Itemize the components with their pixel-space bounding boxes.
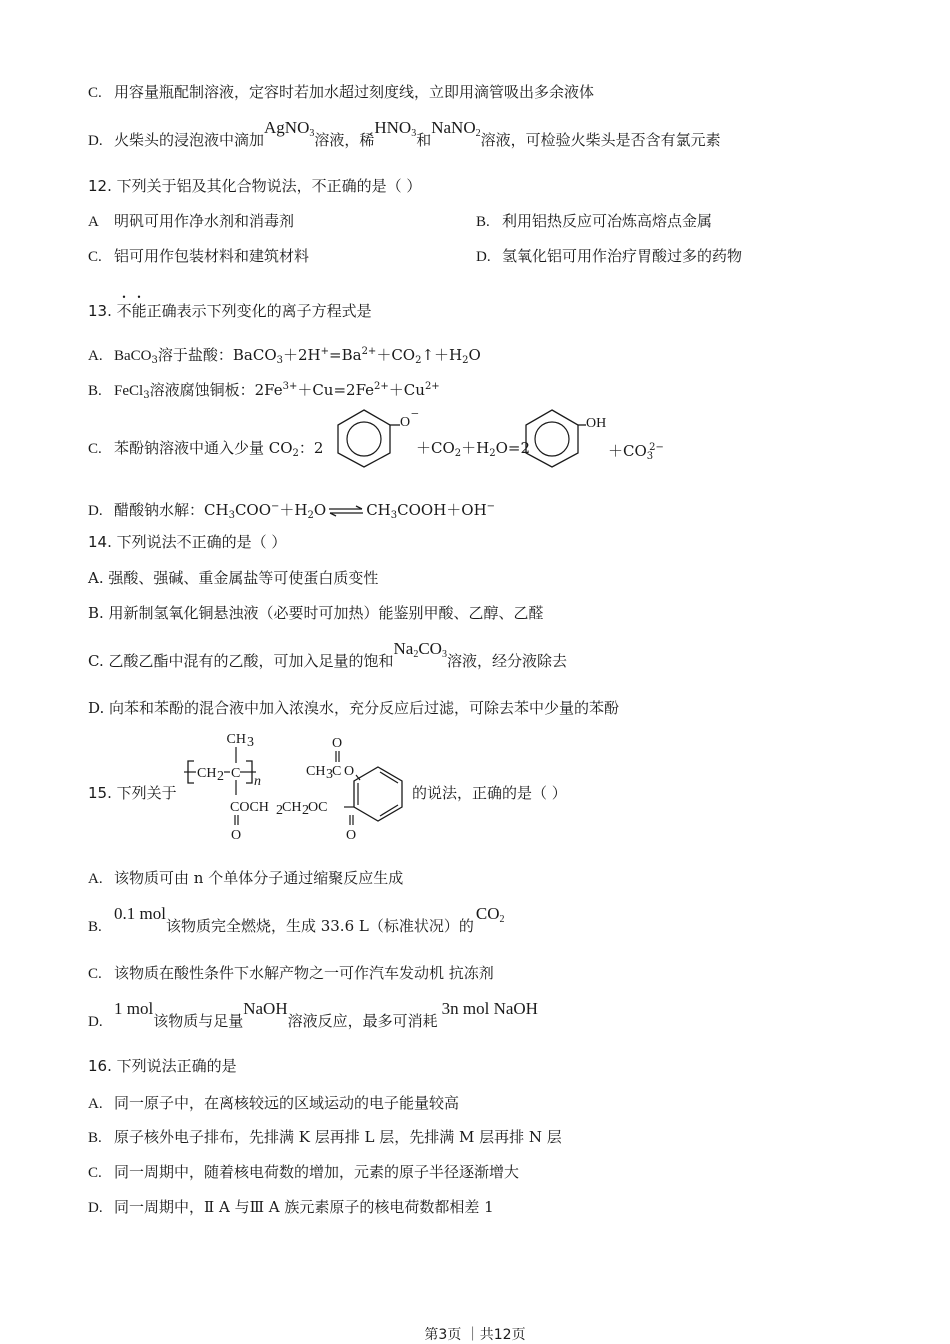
svg-text:CH: CH <box>282 800 302 815</box>
option-text: 明矾可用作净水剂和消毒剂 <box>114 212 295 230</box>
q14-option-c: C. 乙酸乙酯中混有的乙酸，可加入足量的饱和$Na_2CO_3$溶液，经分液除去 <box>88 639 567 670</box>
svg-text:2: 2 <box>217 769 224 784</box>
option-label: C. <box>88 1165 102 1181</box>
q13-option-c-end: $+CO_3^{2-}$ <box>608 442 664 462</box>
svg-text:CH: CH <box>226 732 246 747</box>
q13-stem <box>88 293 372 321</box>
q13-option-d: D. 醋酸钠水解：$CH_3COO^-+H_2O$ $CH_3COOH+OH^-$ <box>88 501 496 521</box>
formula-nano2: NaNO$_2$ <box>431 118 481 139</box>
page-total: 12 <box>493 1327 512 1343</box>
phenoxide-oxygen: O <box>400 415 411 430</box>
q13-option-a: A. BaCO$_3$溶于盐酸：$BaCO_3+2H^+=Ba^{2+}+CO_2↑+H_2O$ <box>88 346 481 366</box>
page-footer: 第3页 ｜共12页 <box>424 1327 526 1343</box>
option-text: 同一周期中，Ⅱ A 与Ⅲ A 族元素原子的核电荷数都相差 1 <box>114 1198 494 1216</box>
formula-hno3: $HNO_3$ <box>374 118 417 139</box>
option-label: C. <box>88 966 102 982</box>
q16-stem <box>88 1056 237 1076</box>
option-label: B. <box>88 1130 102 1146</box>
question-number: 12. <box>88 177 112 195</box>
phenol-hydroxyl: OH <box>586 416 607 431</box>
q15-option-c <box>88 963 494 984</box>
emphasis-text: 不能 <box>116 302 147 320</box>
option-label: C. <box>88 85 102 101</box>
question-stem: 下列说法正确的是 <box>116 1057 237 1075</box>
q16-option-d <box>88 1197 494 1218</box>
question-number: 13. <box>88 302 112 320</box>
q11-option-d: D. 火柴头的浸泡液中滴加AgNO$_3$溶液，稀$HNO_3$和NaNO$_2$溶液，可检验火柴头是否含有氯元素 <box>88 118 721 149</box>
option-text: 铝可用作包装材料和建筑材料 <box>114 247 310 265</box>
option-label: D. <box>88 1014 103 1030</box>
option-label: B. <box>476 214 490 230</box>
q14-option-d: D. 向苯和苯酚的混合液中加入浓溴水，充分反应后过滤，可除去苯中少量的苯酚 <box>88 699 620 717</box>
option-label: D. <box>88 133 103 149</box>
q13-option-b: B. FeCl$_3$溶液腐蚀铜板：$2Fe^{3+}+Cu=2Fe^{2+}+Cu^{2+}$ <box>88 381 440 401</box>
option-label: A. <box>88 871 103 887</box>
option-text: 氢氧化铝可用作治疗胃酸过多的药物 <box>502 247 743 265</box>
svg-text:O: O <box>231 828 242 843</box>
formula-agno3: AgNO$_3$ <box>264 118 315 139</box>
q16-option-a <box>88 1093 459 1114</box>
q11-option-c <box>88 82 594 103</box>
svg-text:C: C <box>231 766 241 781</box>
q13-option-c-middle: $+CO_2+H_2O=2$ <box>416 439 531 459</box>
svg-text:3: 3 <box>326 767 333 782</box>
option-label: D. <box>88 1200 103 1216</box>
q13-option-c: C. 苯酚钠溶液中通入少量 $CO_2$：2 <box>88 439 324 459</box>
option-label: B. <box>88 383 102 399</box>
svg-text:O: O <box>332 736 343 751</box>
q14-option-b: B. 用新制氢氧化铜悬浊液（必要时可加热）能鉴别甲酸、乙醇、乙醛 <box>88 604 544 622</box>
option-text: 同一原子中，在离核较远的区域运动的电子能量较高 <box>114 1094 460 1112</box>
option-text: 该物质可由 n 个单体分子通过缩聚反应生成 <box>114 869 404 887</box>
svg-text:2: 2 <box>302 803 309 818</box>
q12-option-d <box>476 246 742 267</box>
svg-text:2: 2 <box>276 803 283 818</box>
option-text: 用容量瓶配制溶液，定容时若加水超过刻度线，立即用滴管吸出多余液体 <box>114 83 595 101</box>
option-text: 同一周期中，随着核电荷数的增加，元素的原子半径逐渐增大 <box>114 1163 520 1181</box>
q15-option-b: B.0.1 mol该物质完全燃烧，生成 33.6 L（标准状况）的$CO_2$ <box>88 904 505 935</box>
q15-stem-post: 的说法，正确的是（ ） <box>412 784 567 802</box>
q12-stem <box>88 176 421 196</box>
option-label: A <box>88 214 99 230</box>
svg-text:OC: OC <box>308 800 328 815</box>
question-number: 15. <box>88 784 112 802</box>
q12-option-c <box>88 246 309 267</box>
polymer-structure <box>184 725 412 843</box>
q15-stem-pre: 15. 下列关于 <box>88 784 177 802</box>
phenol-structure <box>518 405 608 469</box>
option-text: 该物质在酸性条件下水解产物之一可作汽车发动机 抗冻剂 <box>114 964 494 982</box>
q16-option-c <box>88 1162 519 1183</box>
option-text: 火柴头的浸泡液中滴加 <box>114 131 265 149</box>
q15-option-d: D.1 mol该物质与足量NaOH溶液反应，最多可消耗3n mol NaOH <box>88 999 538 1030</box>
svg-text:C: C <box>332 764 342 779</box>
formula-na2co3: $Na_2CO_3$ <box>393 639 447 660</box>
option-text: 原子核外电子排布，先排满 K 层再排 L 层，先排满 M 层再排 N 层 <box>114 1128 562 1146</box>
option-text: 利用铝热反应可冶炼高熔点金属 <box>502 212 713 230</box>
option-label: C. <box>88 249 102 265</box>
svg-text:3: 3 <box>247 735 254 750</box>
page-number: 3 <box>438 1327 448 1343</box>
svg-text:−: − <box>411 407 419 422</box>
question-number: 14. <box>88 533 112 551</box>
svg-text:O: O <box>346 828 357 843</box>
question-stem: 正确表示下列变化的离子方程式是 <box>146 302 372 320</box>
q14-stem <box>88 532 286 552</box>
q12-option-a <box>88 211 294 232</box>
svg-text:CH: CH <box>306 764 326 779</box>
question-stem: 下列说法不正确的是（ ） <box>116 533 287 551</box>
option-label: A. <box>88 1096 103 1112</box>
phenoxide-structure <box>330 405 420 469</box>
svg-text:CH: CH <box>197 766 217 781</box>
option-label: C. <box>88 441 102 457</box>
svg-text:n: n <box>254 774 261 789</box>
option-label: B. <box>88 919 102 935</box>
question-number: 16. <box>88 1057 112 1075</box>
q14-option-a: A. 强酸、强碱、重金属盐等可使蛋白质变性 <box>88 569 379 587</box>
option-label: D. <box>476 249 491 265</box>
q12-option-b <box>476 211 712 232</box>
equilibrium-arrow-icon <box>328 505 364 517</box>
q16-option-b <box>88 1127 562 1148</box>
option-label: A. <box>88 348 103 364</box>
option-label: D. <box>88 503 103 519</box>
svg-text:COCH: COCH <box>230 800 269 815</box>
q15-option-a <box>88 868 403 889</box>
question-stem: 下列关于铝及其化合物说法，不正确的是（ ） <box>116 177 422 195</box>
svg-text:O: O <box>344 764 355 779</box>
